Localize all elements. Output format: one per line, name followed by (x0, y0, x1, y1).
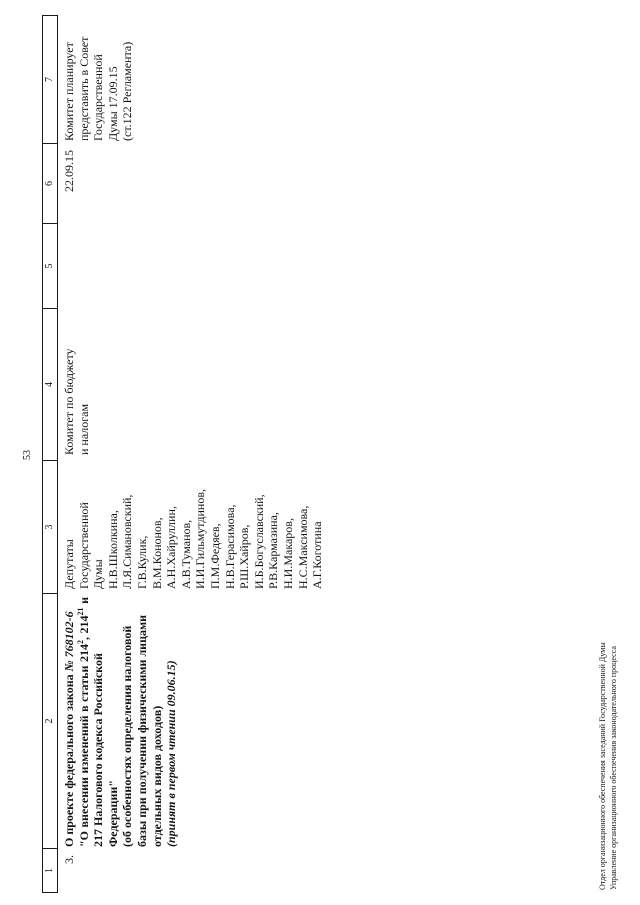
bill-title-line (62, 597, 77, 847)
row-number: 3. (62, 855, 76, 864)
initiator-line: Н.В.Герасимова, (222, 504, 237, 589)
bill-title-line: Федерации" (105, 780, 120, 847)
initiators-list (62, 464, 325, 589)
initiator-line: Р.В.Кармазина, (266, 512, 281, 589)
header-cell-7: 7 (43, 16, 57, 144)
bill-title-line: 217 Налогового кодекса Российской (91, 653, 106, 847)
note-line: Комитет планирует (62, 42, 76, 141)
page-footer (597, 590, 619, 890)
bill-title (62, 597, 179, 847)
initiator-line: А.Н.Хайруллин, (164, 506, 179, 589)
initiator-line: Н.И.Макаров, (280, 518, 295, 589)
header-cell-5: 5 (43, 224, 57, 309)
header-cell-1: 1 (44, 868, 55, 873)
header-cell-4: 4 (43, 309, 57, 461)
initiator-line: Депутаты (62, 539, 76, 589)
article-superscript: 2 (75, 640, 85, 645)
bill-title-text: и (76, 597, 91, 608)
note-line: (ст.122 Регламента) (120, 41, 135, 141)
committee-note (62, 17, 135, 141)
note-line: представить в Совет (76, 36, 91, 141)
responsible-committee (62, 315, 91, 455)
initiator-line: И.И.Гильмутдинов, (193, 489, 208, 589)
bill-title-line: базы при получении физическими лицами (134, 614, 149, 847)
article-superscript: 21 (75, 607, 85, 616)
bill-title-text: , 214 (76, 615, 91, 641)
initiator-line: А.Г.Коготина (310, 521, 325, 589)
initiator-line: Н.С.Максимова, (295, 505, 310, 589)
bill-title-line (77, 597, 92, 847)
initiator-line: Н.В.Школкина, (105, 510, 120, 589)
page-number: 53 (22, 450, 33, 460)
note-line: Государственной (91, 54, 106, 141)
bill-title-text: О проекте федерального закона (62, 671, 76, 847)
initiator-line: В.М.Кононов, (149, 517, 164, 589)
initiator-line: Думы (91, 559, 106, 589)
header-cell-3: 3 (43, 461, 57, 594)
initiator-line: Г.В.Кулик, (134, 535, 149, 589)
note-line: Думы 17.09.15 (105, 66, 120, 141)
initiator-line: Государственной (76, 502, 91, 589)
consideration-date: 22.09.15 (62, 150, 76, 192)
bill-title-text: "О внесении изменений в статьи 214 (76, 644, 91, 847)
bill-title-line: (об особенностях определения налоговой (120, 625, 135, 847)
bill-title-line: отдельных видов доходов) (149, 705, 164, 847)
initiator-line: Л.Я.Симановский, (120, 494, 135, 589)
initiator-line: А.В.Туманов, (178, 519, 193, 589)
reading-status: (принят в первом чтении 09.06.15) (164, 660, 179, 847)
committee-line: и налогам (76, 403, 91, 455)
footer-directorate: Управление организационного обеспечения законодательного процесса (609, 646, 618, 890)
initiator-line: И.Б.Богуславский, (251, 494, 266, 589)
bill-number: № 768102-6 (62, 611, 76, 672)
header-cell-2: 2 (43, 594, 57, 849)
committee-line: Комитет по бюджету (62, 348, 76, 455)
initiator-line: П.М.Федяев, (207, 523, 222, 589)
initiator-line: Р.Ш.Хайров, (237, 524, 252, 589)
footer-department: Отдел организационного обеспечения заседаний Государственной Думы (598, 642, 607, 890)
table-header-row (42, 15, 58, 893)
header-cell-6: 6 (43, 144, 57, 224)
